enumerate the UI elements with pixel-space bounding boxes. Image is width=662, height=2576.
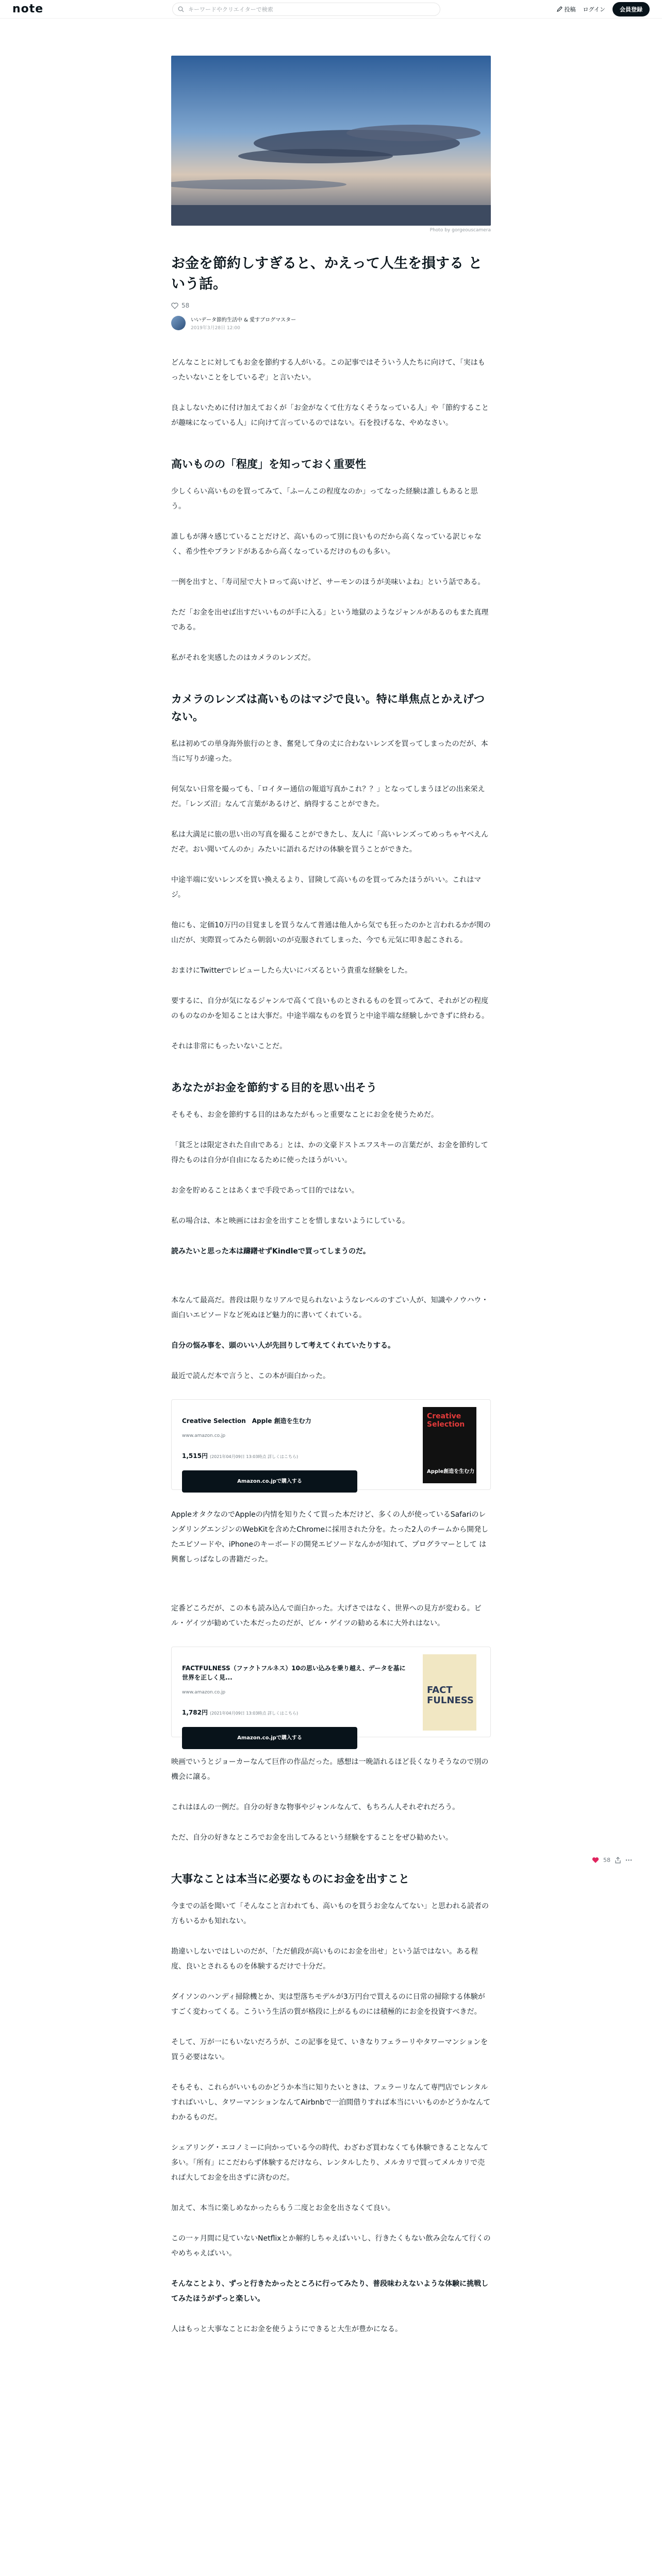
login-link[interactable]: ログイン: [583, 6, 605, 13]
paragraph: この一ヶ月間に見ていないNetflixとか解約しちゃえばいいし、行きたくもない飲み会なんて行くのやめちゃえばいい。: [171, 2234, 491, 2258]
card-source: www.amazon.co.jp: [182, 1433, 226, 1438]
card-price: 1,515円 (2021年04月09日 13:03時点 詳しくはこちら): [182, 1452, 299, 1460]
card-title[interactable]: Creative Selection Apple 創造を生む力: [182, 1417, 311, 1425]
paragraph: 私は初めての単身海外旅行のとき、奮発して身の丈に合わないレンズを買ってしまったのだが、本当に写りが違った。: [171, 740, 488, 763]
paragraph: 誰しもが薄々感じていることだけど、高いものって別に良いものだから高くなっている訳じゃなく、希少性やブランドがあるから高くなっているだけのものも多い。: [171, 533, 482, 556]
paragraph: そもそも、お金を節約する目的はあなたがもっと重要なことにお金を使うためだ。: [171, 1111, 438, 1119]
paragraph: それは非常にもったいないことだ。: [171, 1042, 287, 1050]
site-header: [0, 0, 662, 19]
search-input[interactable]: [172, 3, 440, 16]
photo-credit: Photo by gorgeouscamera: [429, 228, 491, 233]
paragraph: 他にも、定価10万円の目覚ましを買うなんて普通は他人から気でも狂ったのかと言われるかが関の山だが、実際買ってみたら朝弱いのが克服されてしまった、今でも元気に叩き起こされる。: [171, 921, 491, 944]
paragraph: 読みたいと思った本は躊躇せずKindleで買ってしまうのだ。: [171, 1247, 370, 1256]
hero-image: [171, 56, 491, 226]
search-placeholder: キーワードやクリエイターで検索: [188, 6, 273, 13]
paragraph: 何気ない日常を撮っても、「ロイター通信の報道写真かこれ？？」となってしまうほどの出来栄えだ。「レンズ沼」なんて言葉があるけど、納得することができた。: [171, 785, 485, 808]
paragraph: 今までの話を聞いて「そんなこと言われても、高いものを買うお金なんてない」と思われる読者の方もいるかも知れない。: [171, 1902, 489, 1925]
book-cover: FACT FULNESS: [416, 1654, 483, 1731]
post-label: 投稿: [564, 6, 576, 13]
paragraph: 一例を出すと、「寿司屋で大トロって高いけど、サーモンのほうが美味いよね」という話である。: [171, 578, 485, 586]
paragraph: ダイソンのハンディ掃除機とか、実は型落ちモデルが3万円台で買えるのに日常の掃除する体験がすごく変わってくる。こういう生活の質が格段に上がるものには積極的にお金を投資すべきだ。: [171, 1993, 485, 2016]
paragraph: シェアリング・エコノミーに向かっている今の時代、わざわざ買わなくても体験できることなんて多い。「所有」にこだわらず体験するだけなら、レンタルしたり、メルカリで買ってメルカリで売れば大してお金を出さずに済むのだ。: [171, 2144, 488, 2182]
post-link[interactable]: [557, 5, 576, 13]
pen-icon: [557, 6, 562, 12]
paragraph: そもそも、これらがいいものかどうか本当に知りたいときは、フェラーリなんて専門店でレンタルすればいいし、タワーマンションなんてAirbnbで一泊間借りすれば本当にいいものかどうかなんてわかるものだ。: [171, 2083, 491, 2122]
heart-icon[interactable]: [592, 1857, 599, 1863]
floating-actions: [592, 1857, 632, 1863]
paragraph: AppleオタクなのでAppleの内情を知りたくて買った本だけど、多くの人が使っているSafariのレンダリングエンジンのWebKitを含めたChromeに採用された分を。たった2人のチームから開発したエピソードや、iPhoneのキーボードの開発エピソードなんかが知れて、プログラマーとして は興奮しっぱなしの書籍だった。: [171, 1511, 489, 1564]
paragraph: 要するに、自分が気になるジャンルで高くて良いものとされるものを買ってみて、それがどの程度のものなのかを知ることは大事だ。中途半端なものを買うと中途半端な経験しかできずに終わる。: [171, 997, 489, 1020]
author-info[interactable]: [171, 315, 491, 331]
paragraph: どんなことに対してもお金を節約する人がいる。この記事ではそういう人たちに向けて、「実はもったいないことをしているぞ」と言いたい。: [171, 359, 485, 382]
publish-date: 2019年3月28日 12:00: [191, 326, 240, 331]
card-title[interactable]: FACTFULNESS（ファクトフルネス）10の思い込みを乗り越え、データを基に世界を正しく見...: [182, 1665, 406, 1681]
paragraph: これはほんの一例だ。自分の好きな物事やジャンルなんて、もちろん人それぞれだろう。: [171, 1803, 460, 1811]
share-icon[interactable]: [615, 1857, 621, 1863]
paragraph: おまけにTwitterでレビューしたら大いにバズるという貴重な経験をした。: [171, 967, 412, 975]
amazon-link-card[interactable]: [171, 1399, 491, 1490]
sky-photo: [171, 56, 491, 226]
paragraph: 私の場合は、本と映画にはお金を出すことを惜しまないようにしている。: [171, 1217, 409, 1225]
section-heading: 大事なことは本当に必要なものにお金を出すこと: [171, 1873, 409, 1885]
article-body: [171, 355, 491, 2337]
paragraph: 勘違いしないではしいのだが、「ただ値段が高いものにお金を出せ」という話ではない。ある程度、良いとされるものを体験するだけで十分だ。: [171, 1947, 478, 1971]
paragraph: 映画でいうとジョーカーなんて巨作の作品だった。感想は一晩語れるほど長くなりそうなので別の機会に譲る。: [171, 1758, 489, 1781]
paragraph: 良よしないために付け加えておくが「お金がなくて仕方なくそうなっている人」や「節約することが趣味になっている人」に向けて言っているのではない。石を投げるな、やめなさい。: [171, 404, 489, 427]
section-heading: カメラのレンズは高いものはマジで良い。特に単焦点とかえげつない。: [171, 693, 485, 723]
paragraph: 加えて、本当に楽しめなかったらもう二度とお金を出さなくて良い。: [171, 2204, 395, 2212]
section-heading: あなたがお金を節約する目的を思い出そう: [171, 1081, 377, 1094]
buy-button[interactable]: Amazon.co.jpで購入する: [182, 1727, 357, 1749]
paragraph: 私は大満足に旅の思い出の写真を撮ることができたし、友人に「高いレンズってめっちゃヤベえんだぞ。おい聞いてんのか」みたいに語れるだけの体験を買うことができた。: [171, 831, 489, 854]
paragraph: そんなことより、ずっと行きたかったところに行ってみたり、普段味わえないような体験に挑戦してみたほうがずっと楽しい。: [171, 2280, 489, 2303]
card-price: 1,782円 (2021年04月09日 13:03時点 詳しくはこちら): [182, 1709, 299, 1716]
author-avatar[interactable]: [171, 316, 186, 330]
paragraph: 最近で読んだ本で言うと、この本が面白かった。: [171, 1372, 330, 1380]
search-icon: [178, 6, 184, 12]
paragraph: 本なんて最高だ。普段は限りなリアルで見られないようなレベルのすごい人が、知識やノウハウ・面白いエピソードなど死ぬほど魅力的に書いてくれている。: [171, 1296, 489, 1319]
paragraph: 人はもっと大事なことにお金を使うようにできると大生が豊かになる。: [171, 2325, 402, 2333]
paragraph: ただ「お金を出せば出すだいいものが手に入る」という地獄のようなジャンルがあるのもまた真理である。: [171, 608, 489, 632]
paragraph: 私がそれを実感したのはカメラのレンズだ。: [171, 654, 316, 662]
paragraph: お金を貯めることはあくまで手段であって目的ではない。: [171, 1187, 359, 1195]
article-title: お金を節約しすぎると、かえって人生を損する という話。: [171, 256, 483, 292]
heart-icon: [171, 302, 178, 309]
paragraph: 自分の悩み事を、頭のいい人が先回りして考えてくれていたりする。: [171, 1342, 395, 1350]
more-icon[interactable]: [625, 1857, 632, 1863]
book-cover: Creative Selection Apple創造を生む力: [416, 1407, 483, 1483]
card-source: www.amazon.co.jp: [182, 1690, 226, 1695]
paragraph: 少しくらい高いものを買ってみて、「ふーんこの程度なのか」ってなった経験は誰しもあると思う。: [171, 487, 478, 511]
paragraph: 中途半端に安いレンズを買い換えるより、冒険して高いものを買ってみたほうがいい。これはマジ。: [171, 876, 482, 899]
side-like-count: 58: [603, 1857, 610, 1863]
section-heading: 高いものの「程度」を知っておく重要性: [171, 458, 366, 470]
paragraph: 「貧乏とは限定された自由である」とは、かの文豪ドストエフスキーの言葉だが、お金を節約して得たものは自分が自由になるために使ったほうがいい。: [171, 1141, 488, 1164]
like-count[interactable]: [171, 302, 491, 309]
paragraph: 定番どころだが、この本も読み込んで面白かった。大げさではなく、世界への見方が変わる。ビル・ゲイツが勧めていた本だったのだが、ビル・ゲイツの勧める本に大外れはない。: [171, 1604, 482, 1628]
buy-button[interactable]: Amazon.co.jpで購入する: [182, 1470, 357, 1493]
article: [171, 56, 491, 2337]
amazon-link-card[interactable]: [171, 1647, 491, 1741]
like-count-value: 58: [181, 302, 190, 309]
signup-button[interactable]: 会員登録: [613, 2, 650, 16]
paragraph: そして、万が一にもいないだろうが、この記事を見て、いきなりフェラーリやタワーマンションを買う必要はない。: [171, 2038, 488, 2061]
paragraph: ただ、自分の好きなところでお金を出してみるという経験をすることをぜひ勧めたい。: [171, 1834, 453, 1842]
author-name[interactable]: いいデータ節約生活中 & 愛すブログマスター: [191, 317, 296, 323]
note-logo[interactable]: note: [12, 3, 44, 15]
